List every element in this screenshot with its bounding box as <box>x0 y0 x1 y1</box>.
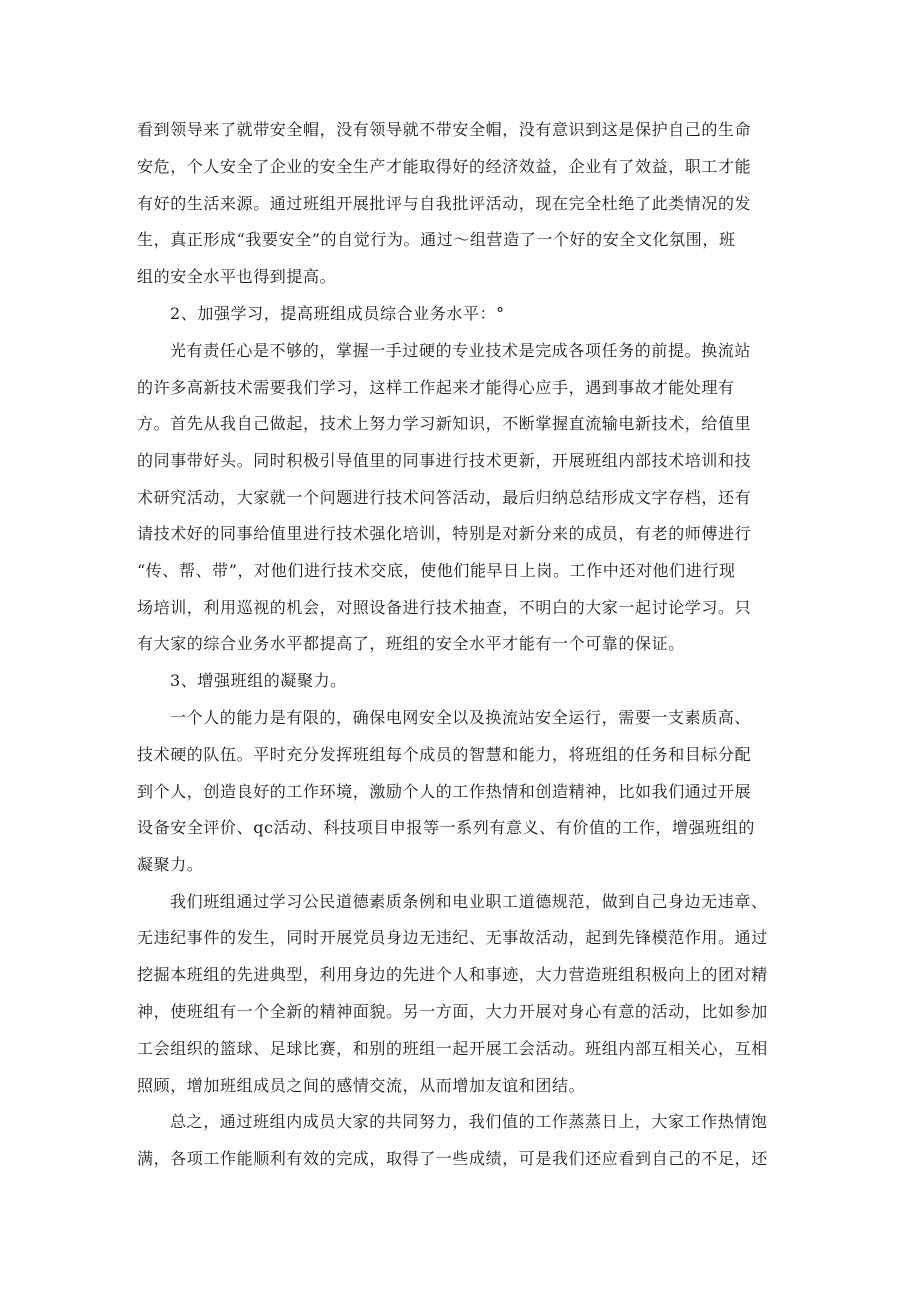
text-line: 满，各项工作能顺利有效的完成，取得了一些成绩，可是我们还应看到自己的不足，还 <box>137 1149 768 1168</box>
section-heading: 3、增强班组的凝聚力。 <box>170 671 347 690</box>
text-line: 神，使班组有一个全新的精神面貌。另一方面，大力开展对身心有意的活动，比如参加 <box>137 1002 768 1021</box>
text-line: 到个人，创造良好的工作环境，激励个人的工作热情和创造精神，比如我们通过开展 <box>137 782 752 801</box>
text-line: 请技术好的同事给值里进行技术强化培训，特别是对新分来的成员，有老的师傅进行 <box>137 524 752 543</box>
text-line: 场培训，利用巡视的机会，对照设备进行技术抽查，不明白的大家一起讨论学习。只 <box>137 598 752 617</box>
text-line: 术研究活动，大家就一个问题进行技术问答活动，最后归纳总结形成文字存档，还有 <box>137 488 752 507</box>
text-line: 光有责任心是不够的，掌握一手过硬的专业技术是完成各项任务的前提。换流站 <box>170 341 752 360</box>
text-line: 的许多高新技术需要我们学习，这样工作起来才能得心应手，遇到事故才能处理有 <box>137 378 735 397</box>
text-line: 组的安全水平也得到提高。 <box>137 267 337 286</box>
text-line: 有大家的综合业务水平都提高了，班组的安全水平才能有一个可靠的保证。 <box>137 634 685 653</box>
text-line: 挖掘本班组的先进典型，利用身边的先进个人和事迹，大力营造班组积极向上的团对精 <box>137 965 768 984</box>
text-line: 照顾，增加班组成员之间的感情交流，从而增加友谊和团结。 <box>137 1076 586 1095</box>
text-line: 安危，个人安全了企业的安全生产才能取得好的经济效益，企业有了效益，职工才能 <box>137 157 752 176</box>
text-line: 我们班组通过学习公民道德素质条例和电业职工道德规范，做到自己身边无违章、 <box>170 892 768 911</box>
text-line: “传、帮、带”，对他们进行技术交底，使他们能早日上岗。工作中还对他们进行现 <box>137 561 736 580</box>
text-line: 看到领导来了就带安全帽，没有领导就不带安全帽，没有意识到这是保护自己的生命 <box>137 120 752 139</box>
text-line: 无违纪事件的发生，同时开展党员身边无违纪、无事故活动，起到先锋模范作用。通过 <box>137 928 768 947</box>
text-line: 凝聚力。 <box>137 855 204 874</box>
text-line: 总之，通过班组内成员大家的共同努力，我们值的工作蒸蒸日上，大家工作热情饱 <box>170 1112 768 1131</box>
text-line: 工会组织的篮球、足球比赛，和别的班组一起开展工会活动。班组内部互相关心，互相 <box>137 1039 768 1058</box>
text-line: 方。首先从我自己做起，技术上努力学习新知识，不断掌握直流输电新技术，给值里 <box>137 414 752 433</box>
section-heading: 2、加强学习，提高班组成员综合业务水平：° <box>170 304 505 323</box>
text-line: 一个人的能力是有限的，确保电网安全以及换流站安全运行，需要一支素质高、 <box>170 708 752 727</box>
text-line: 的同事带好头。同时积极引导值里的同事进行技术更新，开展班组内部技术培训和技 <box>137 451 752 470</box>
text-line: 技术硬的队伍。平时充分发挥班组每个成员的智慧和能力，将班组的任务和目标分配 <box>137 745 752 764</box>
text-line: 设备安全评价、qc活动、科技项目申报等一系列有意义、有价值的工作，增强班组的 <box>137 818 756 837</box>
text-line: 有好的生活来源。通过班组开展批评与自我批评活动，现在完全杜绝了此类情况的发 <box>137 194 752 213</box>
text-line: 生，真正形成“我要安全”的自觉行为。通过～组营造了一个好的安全文化氛围，班 <box>137 230 736 249</box>
